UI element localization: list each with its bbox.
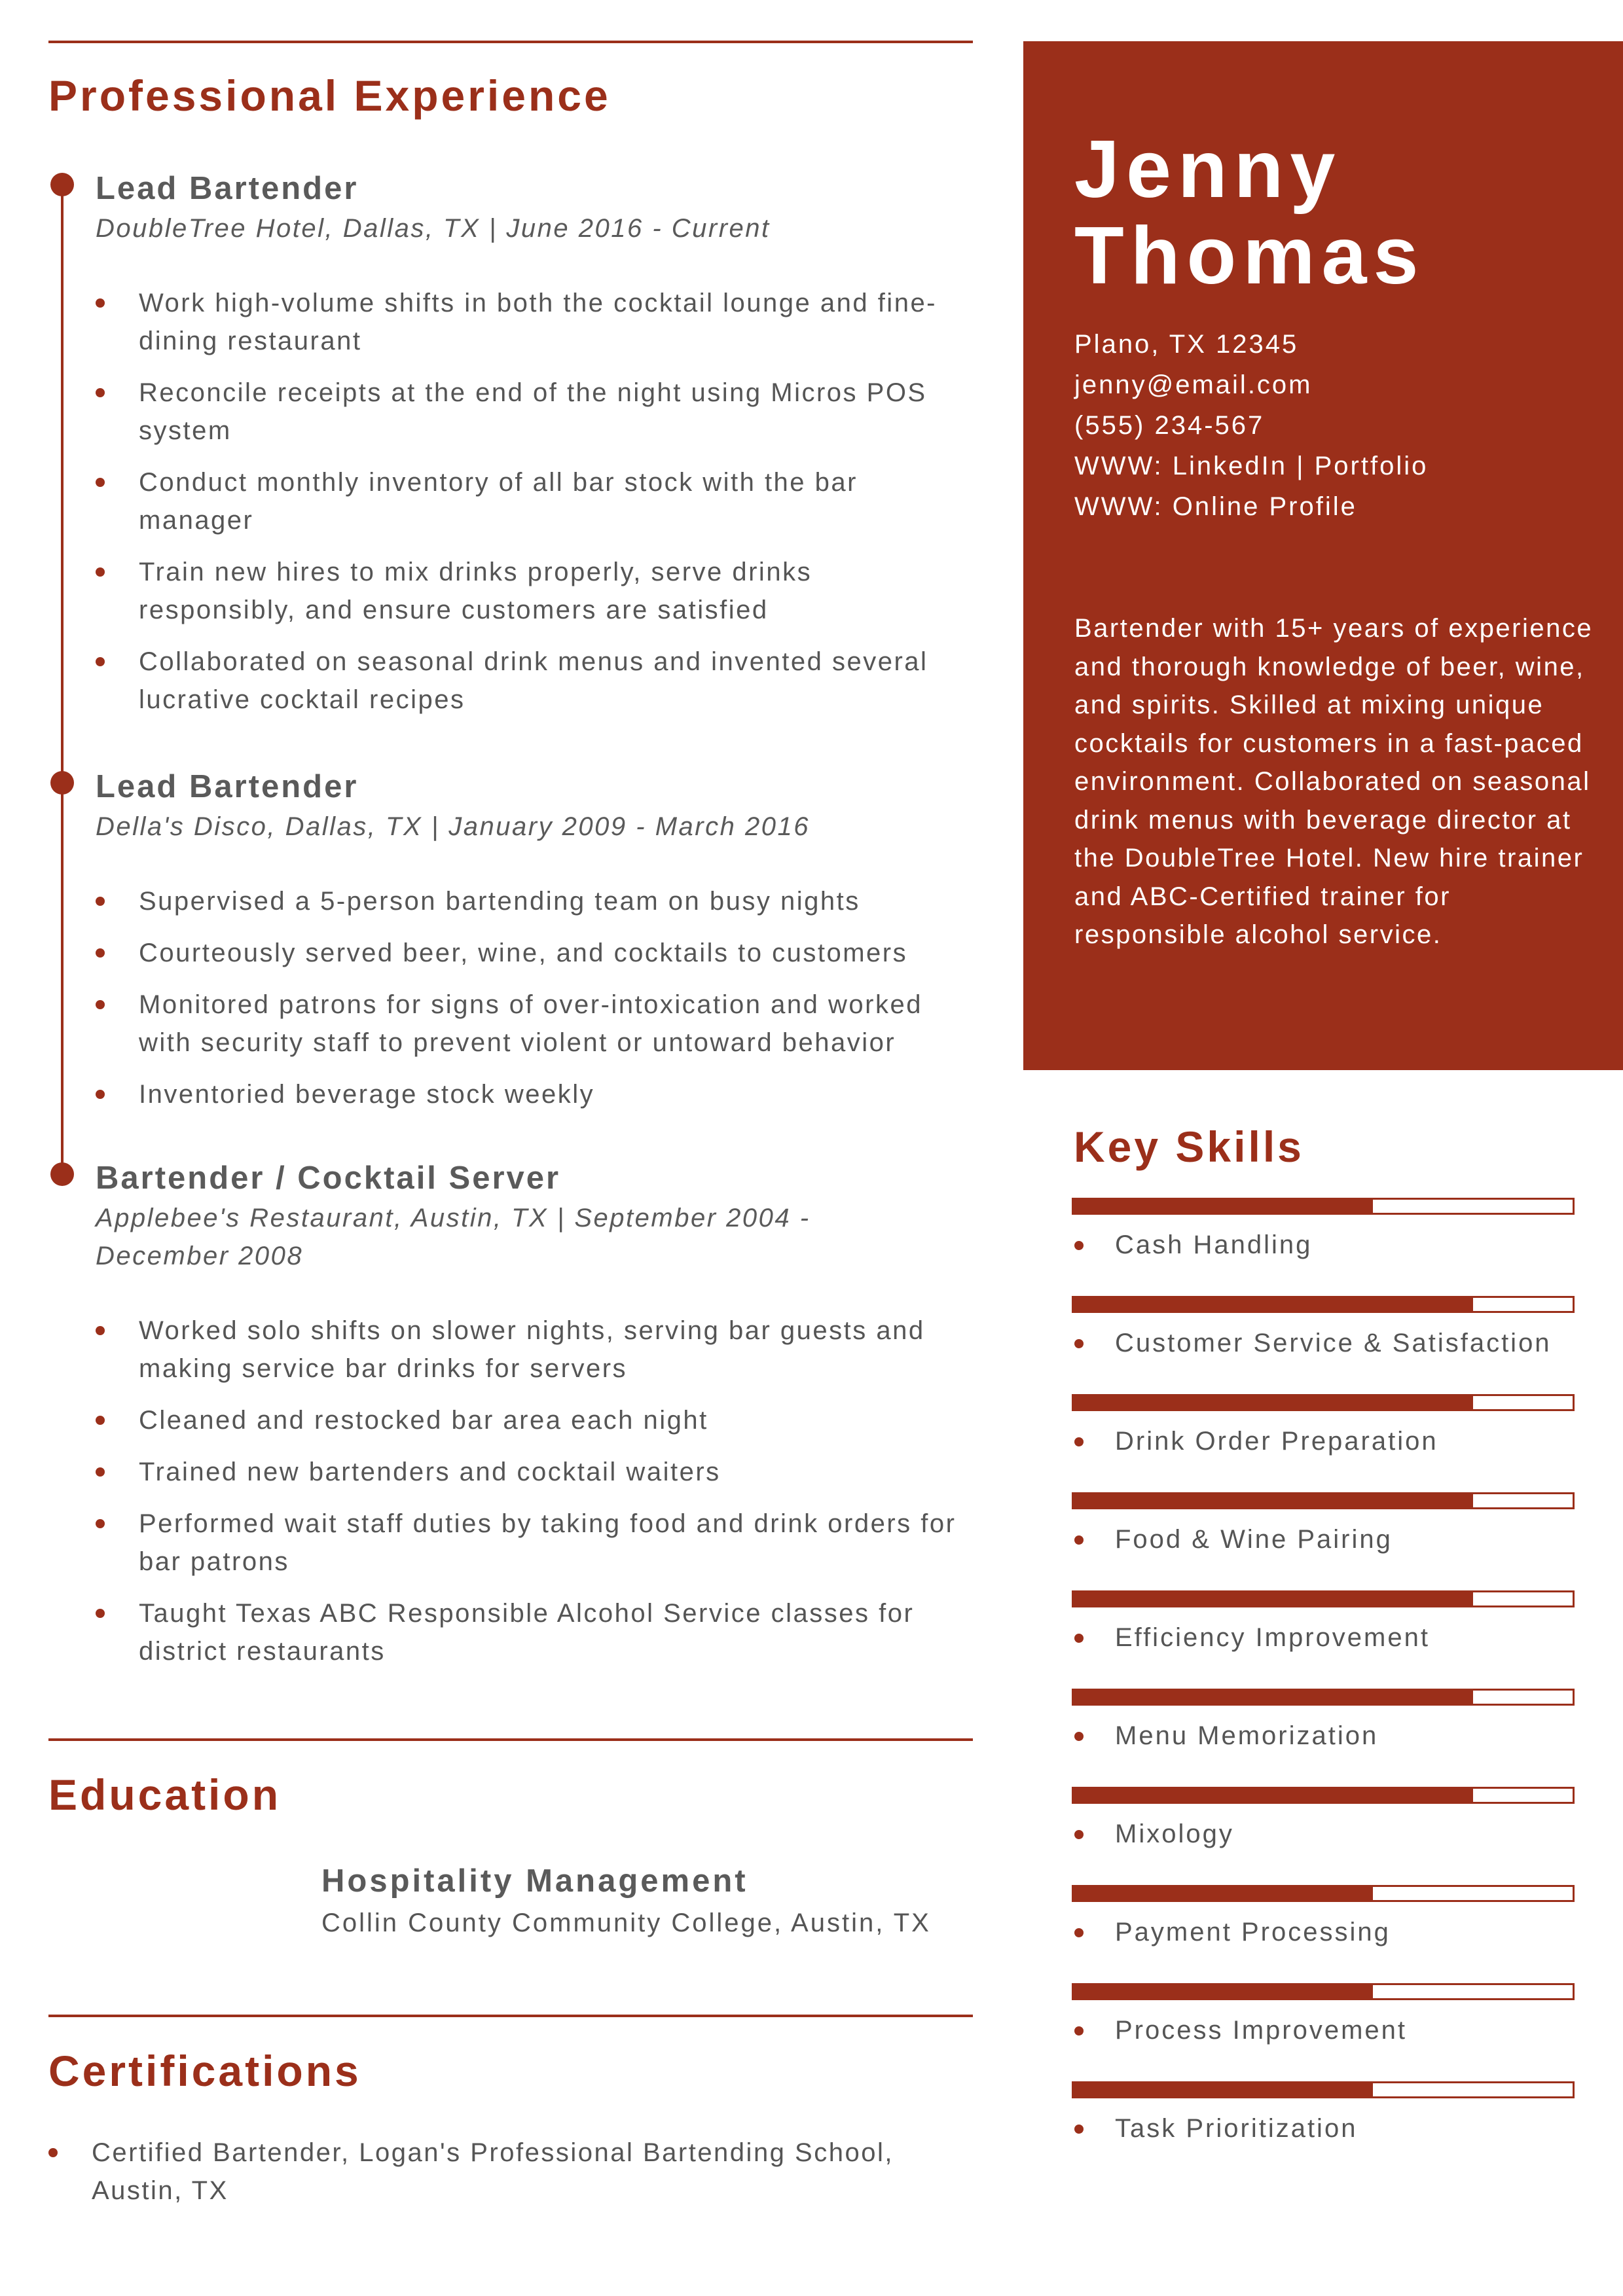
skill-level-bar — [1072, 1983, 1575, 2000]
list-item: Inventoried beverage stock weekly — [96, 1075, 966, 1113]
list-item: Trained new bartenders and cocktail waiters — [96, 1453, 966, 1491]
list-item: Monitored patrons for signs of over-intoxication and worked with security staff to prevent violent or untoward behavior — [96, 986, 966, 1062]
education-section-title: Education — [48, 1770, 282, 1819]
list-item: Conduct monthly inventory of all bar stock with the bar manager — [96, 463, 966, 539]
job-meta — [96, 1199, 881, 1275]
timeline-dot — [50, 771, 74, 795]
bullet-icon — [1074, 1339, 1084, 1348]
bullet-icon — [1074, 1634, 1084, 1643]
skill-item — [1072, 1885, 1575, 1983]
list-item: Certified Bartender, Logan's Professional Bartending School, Austin, TX — [48, 2134, 952, 2210]
bullet-icon — [1074, 1241, 1084, 1250]
job-meta — [96, 209, 966, 247]
certifications-list — [48, 2134, 952, 2223]
job-dates: | June 2016 - Current — [480, 214, 771, 243]
job-dates: | September 2004 - December 2008 — [96, 1204, 811, 1270]
bullet-icon — [1074, 1732, 1084, 1741]
bullet-icon — [1074, 1437, 1084, 1446]
experience-section-title: Professional Experience — [48, 71, 611, 120]
job-dates: | January 2009 - March 2016 — [422, 812, 810, 841]
skill-item — [1072, 1689, 1575, 1787]
skill-level-bar — [1072, 1787, 1575, 1804]
list-item: Collaborated on seasonal drink menus and invented several lucrative cocktail recipes — [96, 643, 966, 719]
timeline-dot — [50, 1162, 74, 1186]
list-item: Performed wait staff duties by taking food and drink orders for bar patrons — [96, 1505, 966, 1581]
bullet-icon — [1074, 2125, 1084, 2134]
job-company: DoubleTree Hotel — [96, 214, 325, 243]
list-item: Supervised a 5-person bartending team on busy nights — [96, 882, 966, 920]
bullet-icon — [1074, 1830, 1084, 1839]
timeline-dot — [50, 173, 74, 196]
first-name: Jenny — [1074, 124, 1342, 215]
skill-label: Mixology — [1115, 1820, 1234, 1848]
job-title: Lead Bartender — [96, 171, 359, 206]
skill-level-bar — [1072, 1492, 1575, 1509]
skill-label: Customer Service & Satisfaction — [1115, 1329, 1552, 1357]
list-item: Taught Texas ABC Responsible Alcohol Service classes for district restaurants — [96, 1594, 966, 1670]
experience-timeline — [61, 183, 64, 1172]
list-item: Worked solo shifts on slower nights, serving bar guests and making service bar drinks for servers — [96, 1312, 966, 1388]
skill-label: Task Prioritization — [1115, 2114, 1358, 2143]
skill-label: Menu Memorization — [1115, 1721, 1379, 1750]
contact-phone: (555) 234-567 — [1074, 411, 1265, 440]
skills-section-title: Key Skills — [1074, 1122, 1304, 1171]
skill-level-bar — [1072, 1689, 1575, 1706]
skill-level-fill — [1074, 1200, 1373, 1213]
contact-links[interactable]: WWW: LinkedIn | Portfolio — [1074, 452, 1429, 480]
certifications-rule — [48, 2015, 973, 2017]
skill-item — [1072, 2081, 1575, 2179]
experience-top-rule — [48, 41, 973, 43]
candidate-name — [1074, 126, 1425, 299]
skill-item — [1072, 1787, 1575, 1885]
skill-level-bar — [1072, 1590, 1575, 1607]
skills-list — [1072, 1198, 1575, 2179]
skill-item — [1072, 1394, 1575, 1492]
certifications-section-title: Certifications — [48, 2047, 361, 2095]
skill-level-fill — [1074, 2083, 1373, 2096]
job-company: Della's Disco — [96, 812, 268, 841]
skill-level-fill — [1074, 1691, 1473, 1704]
contact-email[interactable]: jenny@email.com — [1074, 370, 1313, 399]
skill-item — [1072, 1983, 1575, 2081]
skill-level-fill — [1074, 1789, 1473, 1802]
list-item: Work high-volume shifts in both the cocktail lounge and fine-dining restaurant — [96, 284, 966, 360]
job-entry — [96, 766, 966, 1127]
skill-level-fill — [1074, 1592, 1473, 1605]
list-item: Cleaned and restocked bar area each night — [96, 1401, 966, 1439]
contact-address: Plano, TX 12345 — [1074, 330, 1299, 359]
job-location: , Austin, TX — [393, 1204, 549, 1232]
bullet-icon — [1074, 2026, 1084, 2036]
job-title: Lead Bartender — [96, 769, 359, 804]
profile-panel — [1023, 41, 1623, 1070]
skill-item — [1072, 1296, 1575, 1394]
bullet-icon — [1074, 1535, 1084, 1545]
last-name: Thomas — [1074, 211, 1425, 301]
job-location: , Dallas, TX — [325, 214, 481, 243]
job-entry — [96, 1157, 966, 1684]
list-item: Train new hires to mix drinks properly, serve drinks responsibly, and ensure customers are satisfied — [96, 553, 966, 629]
job-company: Applebee's Restaurant — [96, 1204, 394, 1232]
skill-level-bar — [1072, 1885, 1575, 1902]
skill-level-fill — [1074, 1494, 1473, 1507]
skill-label: Efficiency Improvement — [1115, 1623, 1430, 1652]
skill-level-fill — [1074, 1298, 1473, 1311]
skill-level-fill — [1074, 1887, 1373, 1900]
contact-info — [1074, 324, 1598, 527]
contact-profile[interactable]: WWW: Online Profile — [1074, 492, 1357, 521]
job-bullets — [96, 284, 966, 719]
job-meta — [96, 808, 966, 846]
skill-level-fill — [1074, 1985, 1373, 1998]
education-degree: Hospitality Management — [321, 1863, 748, 1899]
skill-item — [1072, 1198, 1575, 1296]
skill-label: Cash Handling — [1115, 1230, 1313, 1259]
skill-label: Drink Order Preparation — [1115, 1427, 1438, 1456]
education-rule — [48, 1738, 973, 1741]
skill-item — [1072, 1492, 1575, 1590]
skill-label: Food & Wine Pairing — [1115, 1525, 1393, 1554]
job-location: , Dallas, TX — [267, 812, 423, 841]
skill-level-bar — [1072, 1198, 1575, 1215]
skill-level-bar — [1072, 2081, 1575, 2098]
skill-level-fill — [1074, 1396, 1473, 1409]
skill-label: Payment Processing — [1115, 1918, 1391, 1946]
bullet-icon — [1074, 1928, 1084, 1937]
skill-label: Process Improvement — [1115, 2016, 1408, 2045]
job-title: Bartender / Cocktail Server — [96, 1160, 561, 1196]
job-entry — [96, 168, 966, 732]
job-bullets — [96, 1312, 966, 1670]
skill-level-bar — [1072, 1296, 1575, 1313]
list-item: Courteously served beer, wine, and cocktails to customers — [96, 934, 966, 972]
skill-item — [1072, 1590, 1575, 1689]
education-school: Collin County Community College, Austin, TX — [321, 1909, 931, 1937]
job-bullets — [96, 882, 966, 1113]
cert-bullets — [48, 2134, 952, 2210]
list-item: Reconcile receipts at the end of the night using Micros POS system — [96, 374, 966, 450]
summary-text: Bartender with 15+ years of experience and thorough knowledge of beer, wine, and spirits. Skilled at mixing unique cocktails for customers in a fast-paced environment. Collaborated on seasonal drink menus with beverage director at the DoubleTree Hotel. New hire trainer and ABC-Certified trainer for responsible alcohol service. — [1074, 614, 1594, 949]
skill-level-bar — [1072, 1394, 1575, 1411]
